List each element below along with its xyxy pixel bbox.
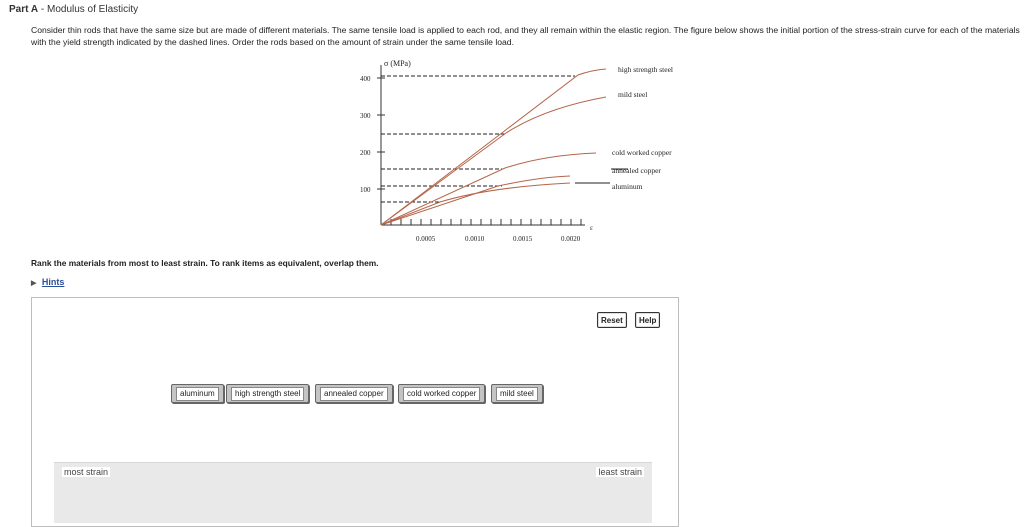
legend-annealed-copper: annealed copper: [612, 166, 661, 175]
hints-link[interactable]: Hints: [41, 277, 65, 287]
y-axis-label: σ (MPa): [384, 59, 411, 68]
caret-right-icon: ▶: [31, 280, 37, 287]
curve-mild-steel: [381, 97, 606, 225]
legend-cold-worked-copper: cold worked copper: [612, 148, 672, 157]
tile-label: high strength steel: [231, 387, 304, 401]
tile-label: mild steel: [496, 387, 538, 401]
tile-label: cold worked copper: [403, 387, 480, 401]
curve-annealed-copper: [381, 176, 570, 225]
y-tick-label: 200: [360, 149, 371, 157]
x-tick-label: 0.0010: [465, 235, 485, 243]
y-tick-label: 300: [360, 112, 371, 120]
rank-tile-high-strength-steel[interactable]: [226, 384, 309, 403]
help-button[interactable]: Help: [635, 312, 660, 328]
part-separator: -: [40, 4, 47, 15]
y-tick-label: 100: [360, 186, 371, 194]
least-strain-label: least strain: [598, 467, 642, 477]
hints-toggle[interactable]: [31, 277, 64, 287]
stress-strain-figure: [330, 55, 710, 255]
ranking-widget: [31, 297, 679, 527]
legend-mild-steel: mild steel: [618, 90, 648, 99]
legend-high-strength-steel: high strength steel: [618, 65, 673, 74]
rank-instructions: Rank the materials from most to least strain. To rank items as equivalent, overlap them.: [31, 258, 379, 268]
y-tick-label: 400: [360, 75, 371, 83]
tile-label: aluminum: [176, 387, 219, 401]
reset-button[interactable]: Reset: [597, 312, 627, 328]
tile-label: annealed copper: [320, 387, 388, 401]
most-strain-label: most strain: [64, 467, 109, 477]
rank-tile-mild-steel[interactable]: [491, 384, 543, 403]
rank-tile-annealed-copper[interactable]: [315, 384, 393, 403]
stress-strain-plot: [330, 55, 710, 250]
x-axis-label: ε: [590, 224, 593, 232]
part-title: [9, 4, 138, 15]
x-tick-label: 0.0005: [416, 235, 436, 243]
rank-tile-cold-worked-copper[interactable]: [398, 384, 485, 403]
part-prefix: Part A: [9, 4, 39, 15]
question-text: Consider thin rods that have the same size but are made of different materials. The same tensile load is applied to each rod, and they all remain within the elastic region. The figure below shows the initial portion of the stress-strain curve for each of the materials with the yield strength indicated by the dashed lines. Order the rods based on the amount of strain under the same tensile load.: [31, 25, 1020, 47]
part-name: Modulus of Elasticity: [46, 4, 139, 15]
x-tick-label: 0.0020: [561, 235, 581, 243]
rank-tile-aluminum[interactable]: [171, 384, 224, 403]
legend-aluminum: aluminum: [612, 182, 643, 191]
x-tick-label: 0.0015: [513, 235, 533, 243]
x-ticks: [391, 219, 581, 225]
ranking-drop-zone[interactable]: [54, 462, 652, 523]
yield-lines: [381, 76, 575, 202]
